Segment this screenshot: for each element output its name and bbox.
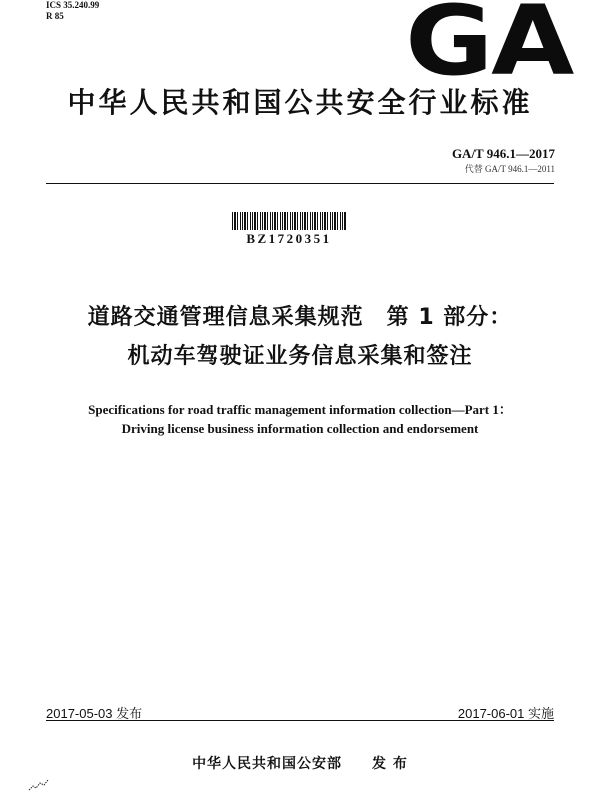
publisher: 中华人民共和国公安部 发 布 xyxy=(192,756,408,772)
ics-code: ICS 35.240.99 xyxy=(46,0,100,10)
issue-date: 2017-05-03 发布 xyxy=(46,706,143,721)
implementation-date: 2017-06-01 实施 xyxy=(457,706,554,721)
replaces-standard: 代替 GA/T 946.1—2011 xyxy=(464,164,555,174)
standard-number: GA/T 946.1—2017 xyxy=(451,146,555,161)
english-title-line-2: Driving license business information collection and endorsement xyxy=(121,421,479,436)
ccs-code: R 85 xyxy=(46,11,64,21)
chinese-title-line-1: 道路交通管理信息采集规范 第 1 部分： xyxy=(87,305,513,330)
footer-divider xyxy=(46,720,554,721)
ga-logo: GA xyxy=(405,0,572,97)
standard-category-title: 中华人民共和国公共安全行业标准 xyxy=(67,86,533,119)
barcode-number: BZ1720351 xyxy=(246,231,332,246)
chinese-title-line-2: 机动车驾驶证业务信息采集和签注 xyxy=(127,344,473,369)
scan-mark-icon xyxy=(28,778,50,792)
barcode-icon xyxy=(232,212,346,230)
header-divider xyxy=(46,183,554,184)
english-title-line-1: Specifications for road traffic management information collection—Part 1： xyxy=(88,402,512,417)
